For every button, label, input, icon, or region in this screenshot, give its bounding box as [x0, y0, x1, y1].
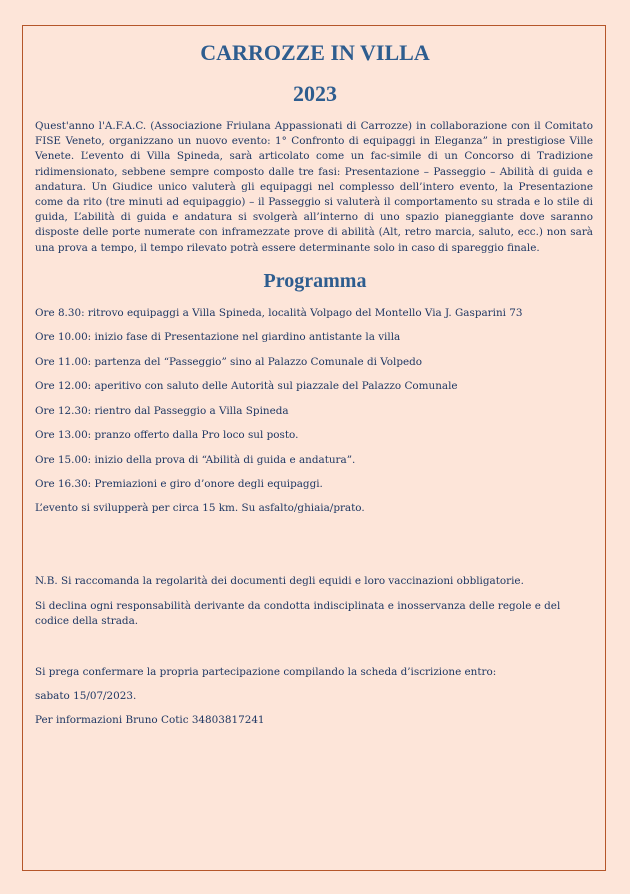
schedule-item: Ore 15.00: inizio della prova di “Abilità di guida e andatura”. [35, 454, 356, 466]
intro-paragraph: Quest'anno l'A.F.A.C. (Associazione Friulana Appassionati di Carrozze) in collaborazione con il Comitato FISE Veneto, organizzano un nuovo evento: 1° Confronto di equipaggi in Eleganza” in prestigiose Ville Venete. L’evento di Villa Spineda, sarà articolato come un fac-simile di un Concorso di Tradizione ridimensionato, sebbene sempre composto dalle tre fasi: Presentazione – Passeggio – Abilità di guida e andatura. Un Giudice unico valuterà gli equipaggi nel complesso dell’intero evento, la Presentazione come da rito (tre minuti ad equipaggio) – il Passeggio si valuterà il comportamento su strada e lo stile di guida, L’abilità di guida e andatura si svolgerà all’interno di uno spazio pianeggiante dove saranno disposte delle porte numerate con inframezzate prove di abilità (Alt, retro marcia, saluto, ecc.) non sarà una prova a tempo, il tempo rilevato potrà essere determinante solo in caso di spareggio finale. [35, 120, 593, 254]
contact-info: Per informazioni Bruno Cotic 34803817241 [35, 714, 265, 726]
schedule-item: Ore 12.30: rientro dal Passeggio a Villa Spineda [35, 405, 289, 417]
schedule-item: Ore 10.00: inizio fase di Presentazione nel giardino antistante la villa [35, 331, 401, 343]
programma-heading: Programma [263, 270, 367, 292]
schedule-item: Ore 8.30: ritrovo equipaggi a Villa Spineda, località Volpago del Montello Via J. Gasparini 73 [35, 307, 523, 319]
schedule-item: Ore 13.00: pranzo offerto dalla Pro loco sul posto. [35, 429, 299, 441]
page-title: CARROZZE IN VILLA [200, 40, 430, 65]
disclaimer-note: Si declina ogni responsabilità derivante da condotta indisciplinata e inosservanza delle regole e del codice della strada. [35, 600, 561, 628]
event-year: 2023 [293, 81, 337, 106]
confirm-note: Si prega confermare la propria partecipazione compilando la scheda d’iscrizione entro: [35, 666, 497, 678]
schedule-item: Ore 16.30: Premiazioni e giro d’onore degli equipaggi. [35, 478, 323, 490]
schedule-item: Ore 11.00: partenza del “Passeggio” sino al Palazzo Comunale di Volpedo [35, 356, 423, 368]
schedule-item: Ore 12.00: aperitivo con saluto delle Autorità sul piazzale del Palazzo Comunale [35, 380, 458, 392]
deadline-date: sabato 15/07/2023. [35, 690, 137, 702]
nb-note: N.B. Si raccomanda la regolarità dei documenti degli equidi e loro vaccinazioni obbligatorie. [35, 575, 524, 587]
distance-note: L’evento si svilupperà per circa 15 km. Su asfalto/ghiaia/prato. [35, 502, 365, 514]
